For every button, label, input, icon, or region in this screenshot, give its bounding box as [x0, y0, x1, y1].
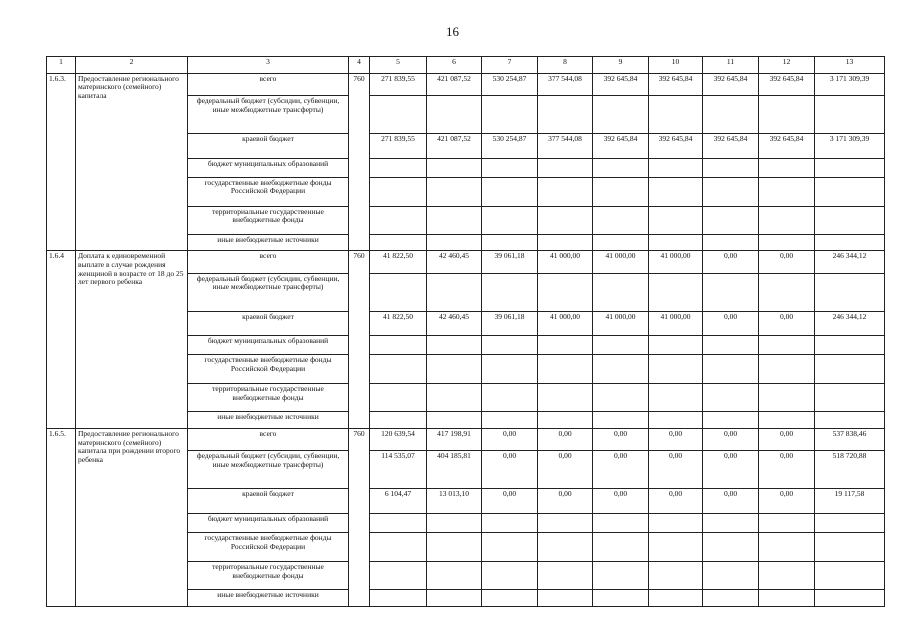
value-cell-col-10 [649, 336, 703, 355]
value-cell-col-6: 421 087,52 [427, 134, 482, 159]
value-cell-col-12 [759, 384, 815, 412]
value-cell-col-5 [370, 533, 427, 562]
header-row [47, 57, 885, 74]
column-header-1: 1 [47, 57, 76, 74]
value-cell-col-10 [649, 412, 703, 429]
value-cell-col-11 [703, 273, 759, 311]
value-cell-col-8 [538, 562, 593, 590]
value-cell-col-13: 246 344,12 [815, 251, 885, 273]
value-cell-col-9 [593, 384, 649, 412]
value-cell-col-11 [703, 355, 759, 384]
funding-source: федеральный бюджет (субсидии, субвенции, иные межбюджетные трансферты) [188, 451, 349, 489]
value-cell-col-10 [649, 234, 703, 251]
value-cell-col-9 [593, 336, 649, 355]
value-cell-col-10 [649, 355, 703, 384]
value-cell-col-6: 417 198,91 [427, 429, 482, 451]
value-cell-col-7 [482, 412, 538, 429]
value-cell-col-7: 0,00 [482, 429, 538, 451]
value-cell-col-13 [815, 96, 885, 134]
value-cell-col-12: 0,00 [759, 489, 815, 514]
value-cell-col-11 [703, 514, 759, 533]
funding-source: всего [188, 429, 349, 451]
value-cell-col-8 [538, 158, 593, 177]
value-cell-col-7 [482, 234, 538, 251]
value-cell-col-7: 530 254,87 [482, 134, 538, 159]
value-cell-col-12 [759, 158, 815, 177]
value-cell-col-12 [759, 412, 815, 429]
value-cell-col-7 [482, 533, 538, 562]
value-cell-col-9 [593, 412, 649, 429]
value-cell-col-6 [427, 234, 482, 251]
funding-source: государственные внебюджетные фонды Российской Федерации [188, 177, 349, 206]
value-cell-col-13: 3 171 309,39 [815, 134, 885, 159]
value-cell-col-8: 41 000,00 [538, 251, 593, 273]
value-cell-col-8: 41 000,00 [538, 311, 593, 336]
value-cell-col-11: 0,00 [703, 489, 759, 514]
value-cell-col-9 [593, 590, 649, 607]
value-cell-col-5 [370, 96, 427, 134]
column-header-5: 5 [370, 57, 427, 74]
value-cell-col-6 [427, 177, 482, 206]
funding-source: иные внебюджетные источники [188, 234, 349, 251]
value-cell-col-11 [703, 384, 759, 412]
value-cell-col-9 [593, 355, 649, 384]
value-cell-col-5 [370, 336, 427, 355]
value-cell-col-11 [703, 336, 759, 355]
value-cell-col-6: 42 460,45 [427, 311, 482, 336]
table-row [47, 251, 885, 273]
value-cell-col-8: 0,00 [538, 489, 593, 514]
section-code: 1.6.5. [47, 429, 76, 607]
column-header-10: 10 [649, 57, 703, 74]
value-cell-col-9: 392 645,84 [593, 134, 649, 159]
value-cell-col-13 [815, 273, 885, 311]
funding-source: бюджет муниципальных образований [188, 158, 349, 177]
value-cell-col-5 [370, 206, 427, 234]
value-cell-col-5 [370, 355, 427, 384]
value-cell-col-11 [703, 234, 759, 251]
value-cell-col-13 [815, 206, 885, 234]
value-cell-col-9: 41 000,00 [593, 251, 649, 273]
column-header-6: 6 [427, 57, 482, 74]
value-cell-col-12 [759, 514, 815, 533]
value-cell-col-13 [815, 234, 885, 251]
section-title: Предоставление регионального материнского (семейного) капитала при рождении второго ребенка [76, 429, 188, 607]
value-cell-col-12 [759, 336, 815, 355]
value-cell-col-9 [593, 234, 649, 251]
value-cell-col-7 [482, 562, 538, 590]
value-cell-col-6 [427, 96, 482, 134]
value-cell-col-11 [703, 206, 759, 234]
value-cell-col-9: 392 645,84 [593, 73, 649, 95]
value-cell-col-12: 392 645,84 [759, 134, 815, 159]
value-cell-col-12: 0,00 [759, 311, 815, 336]
value-cell-col-7: 0,00 [482, 451, 538, 489]
value-cell-col-13 [815, 355, 885, 384]
value-cell-col-5 [370, 158, 427, 177]
value-cell-col-12 [759, 562, 815, 590]
value-cell-col-13 [815, 177, 885, 206]
value-cell-col-7 [482, 336, 538, 355]
value-cell-col-6 [427, 355, 482, 384]
value-cell-col-10 [649, 177, 703, 206]
value-cell-col-7 [482, 177, 538, 206]
value-cell-col-7 [482, 96, 538, 134]
value-cell-col-12 [759, 96, 815, 134]
value-cell-col-13: 518 720,88 [815, 451, 885, 489]
value-cell-col-12 [759, 533, 815, 562]
value-cell-col-7: 39 061,18 [482, 311, 538, 336]
value-cell-col-9 [593, 273, 649, 311]
value-cell-col-11 [703, 96, 759, 134]
value-cell-col-6 [427, 206, 482, 234]
value-cell-col-6: 404 185,81 [427, 451, 482, 489]
column-header-4: 4 [349, 57, 370, 74]
funding-source: краевой бюджет [188, 311, 349, 336]
value-cell-col-9 [593, 158, 649, 177]
value-cell-col-8: 0,00 [538, 451, 593, 489]
value-cell-col-11: 0,00 [703, 451, 759, 489]
section-title: Доплата к единовременной выплате в случае рождения женщиной в возрасте от 18 до 25 лет первого ребенка [76, 251, 188, 429]
value-cell-col-8 [538, 234, 593, 251]
value-cell-col-10: 0,00 [649, 429, 703, 451]
value-cell-col-13 [815, 158, 885, 177]
value-cell-col-6 [427, 158, 482, 177]
column-header-13: 13 [815, 57, 885, 74]
funding-source: бюджет муниципальных образований [188, 514, 349, 533]
value-cell-col-13: 3 171 309,39 [815, 73, 885, 95]
value-cell-col-12 [759, 177, 815, 206]
value-cell-col-10: 41 000,00 [649, 311, 703, 336]
value-cell-col-9 [593, 562, 649, 590]
value-cell-col-7: 39 061,18 [482, 251, 538, 273]
value-cell-col-8 [538, 533, 593, 562]
funding-source: всего [188, 73, 349, 95]
value-cell-col-8 [538, 273, 593, 311]
budget-table [46, 56, 885, 607]
value-cell-col-6 [427, 412, 482, 429]
value-cell-col-9: 0,00 [593, 489, 649, 514]
value-cell-col-6 [427, 590, 482, 607]
value-cell-col-10 [649, 206, 703, 234]
value-cell-col-11: 392 645,84 [703, 73, 759, 95]
value-cell-col-6 [427, 562, 482, 590]
value-cell-col-5: 271 839,55 [370, 134, 427, 159]
value-cell-col-9: 41 000,00 [593, 311, 649, 336]
value-cell-col-10: 392 645,84 [649, 73, 703, 95]
funding-source: территориальные государственные внебюджетные фонды [188, 206, 349, 234]
grbs-code: 760 [349, 251, 370, 429]
value-cell-col-11 [703, 590, 759, 607]
value-cell-col-5: 271 839,55 [370, 73, 427, 95]
value-cell-col-5 [370, 384, 427, 412]
value-cell-col-11: 392 645,84 [703, 134, 759, 159]
value-cell-col-7 [482, 158, 538, 177]
value-cell-col-8: 377 544,08 [538, 73, 593, 95]
value-cell-col-13 [815, 336, 885, 355]
value-cell-col-13: 246 344,12 [815, 311, 885, 336]
value-cell-col-13 [815, 412, 885, 429]
grbs-code: 760 [349, 429, 370, 607]
value-cell-col-11 [703, 533, 759, 562]
value-cell-col-13 [815, 514, 885, 533]
value-cell-col-12: 392 645,84 [759, 73, 815, 95]
column-header-3: 3 [188, 57, 349, 74]
funding-source: краевой бюджет [188, 134, 349, 159]
value-cell-col-12 [759, 206, 815, 234]
section-code: 1.6.4 [47, 251, 76, 429]
value-cell-col-9: 0,00 [593, 429, 649, 451]
value-cell-col-10 [649, 533, 703, 562]
funding-source: территориальные государственные внебюджетные фонды [188, 384, 349, 412]
value-cell-col-5: 6 104,47 [370, 489, 427, 514]
value-cell-col-6: 42 460,45 [427, 251, 482, 273]
funding-source: иные внебюджетные источники [188, 590, 349, 607]
column-header-2: 2 [76, 57, 188, 74]
funding-source: федеральный бюджет (субсидии, субвенции, иные межбюджетные трансферты) [188, 96, 349, 134]
table-row [47, 73, 885, 95]
value-cell-col-8: 0,00 [538, 429, 593, 451]
value-cell-col-13 [815, 562, 885, 590]
value-cell-col-10: 0,00 [649, 451, 703, 489]
value-cell-col-6 [427, 533, 482, 562]
table-row [47, 429, 885, 451]
value-cell-col-6 [427, 384, 482, 412]
value-cell-col-5 [370, 590, 427, 607]
column-header-7: 7 [482, 57, 538, 74]
value-cell-col-12 [759, 355, 815, 384]
value-cell-col-7 [482, 273, 538, 311]
value-cell-col-6 [427, 273, 482, 311]
value-cell-col-5: 41 822,50 [370, 251, 427, 273]
value-cell-col-13 [815, 533, 885, 562]
value-cell-col-10: 392 645,84 [649, 134, 703, 159]
value-cell-col-11 [703, 177, 759, 206]
value-cell-col-7 [482, 590, 538, 607]
value-cell-col-5 [370, 177, 427, 206]
value-cell-col-9 [593, 533, 649, 562]
value-cell-col-13 [815, 590, 885, 607]
value-cell-col-9 [593, 514, 649, 533]
value-cell-col-5 [370, 562, 427, 590]
value-cell-col-8 [538, 336, 593, 355]
column-header-8: 8 [538, 57, 593, 74]
column-header-9: 9 [593, 57, 649, 74]
value-cell-col-8 [538, 96, 593, 134]
value-cell-col-6 [427, 336, 482, 355]
value-cell-col-5 [370, 273, 427, 311]
value-cell-col-7: 530 254,87 [482, 73, 538, 95]
value-cell-col-5 [370, 412, 427, 429]
funding-source: иные внебюджетные источники [188, 412, 349, 429]
value-cell-col-10 [649, 514, 703, 533]
value-cell-col-12: 0,00 [759, 251, 815, 273]
value-cell-col-7 [482, 514, 538, 533]
value-cell-col-8 [538, 206, 593, 234]
value-cell-col-5: 41 822,50 [370, 311, 427, 336]
funding-source: государственные внебюджетные фонды Российской Федерации [188, 533, 349, 562]
value-cell-col-8 [538, 412, 593, 429]
funding-source: всего [188, 251, 349, 273]
funding-source: государственные внебюджетные фонды Российской Федерации [188, 355, 349, 384]
value-cell-col-9: 0,00 [593, 451, 649, 489]
page-number: 16 [446, 24, 459, 39]
value-cell-col-10 [649, 384, 703, 412]
value-cell-col-12 [759, 234, 815, 251]
value-cell-col-12: 0,00 [759, 429, 815, 451]
funding-source: федеральный бюджет (субсидии, субвенции, иные межбюджетные трансферты) [188, 273, 349, 311]
value-cell-col-10 [649, 590, 703, 607]
value-cell-col-11: 0,00 [703, 429, 759, 451]
value-cell-col-8 [538, 384, 593, 412]
value-cell-col-6: 13 013,10 [427, 489, 482, 514]
funding-source: территориальные государственные внебюджетные фонды [188, 562, 349, 590]
funding-source: краевой бюджет [188, 489, 349, 514]
value-cell-col-12 [759, 273, 815, 311]
value-cell-col-8: 377 544,08 [538, 134, 593, 159]
value-cell-col-10 [649, 273, 703, 311]
value-cell-col-11: 0,00 [703, 251, 759, 273]
value-cell-col-11 [703, 412, 759, 429]
value-cell-col-5 [370, 514, 427, 533]
grbs-code: 760 [349, 73, 370, 251]
value-cell-col-10 [649, 96, 703, 134]
value-cell-col-11 [703, 158, 759, 177]
value-cell-col-10: 0,00 [649, 489, 703, 514]
column-header-11: 11 [703, 57, 759, 74]
value-cell-col-5: 120 639,54 [370, 429, 427, 451]
value-cell-col-8 [538, 355, 593, 384]
value-cell-col-11: 0,00 [703, 311, 759, 336]
value-cell-col-13 [815, 384, 885, 412]
value-cell-col-9 [593, 177, 649, 206]
value-cell-col-6: 421 087,52 [427, 73, 482, 95]
value-cell-col-6 [427, 514, 482, 533]
value-cell-col-5 [370, 234, 427, 251]
value-cell-col-5: 114 535,07 [370, 451, 427, 489]
value-cell-col-7 [482, 355, 538, 384]
section-code: 1.6.3. [47, 73, 76, 251]
value-cell-col-8 [538, 514, 593, 533]
funding-source: бюджет муниципальных образований [188, 336, 349, 355]
value-cell-col-12: 0,00 [759, 451, 815, 489]
value-cell-col-8 [538, 177, 593, 206]
value-cell-col-10 [649, 158, 703, 177]
value-cell-col-12 [759, 590, 815, 607]
value-cell-col-7 [482, 206, 538, 234]
value-cell-col-9 [593, 96, 649, 134]
section-title: Предоставление регионального материнского (семейного) капитала [76, 73, 188, 251]
value-cell-col-13: 537 838,46 [815, 429, 885, 451]
value-cell-col-8 [538, 590, 593, 607]
value-cell-col-7 [482, 384, 538, 412]
column-header-12: 12 [759, 57, 815, 74]
value-cell-col-11 [703, 562, 759, 590]
value-cell-col-9 [593, 206, 649, 234]
value-cell-col-10: 41 000,00 [649, 251, 703, 273]
value-cell-col-13: 19 117,58 [815, 489, 885, 514]
value-cell-col-10 [649, 562, 703, 590]
value-cell-col-7: 0,00 [482, 489, 538, 514]
